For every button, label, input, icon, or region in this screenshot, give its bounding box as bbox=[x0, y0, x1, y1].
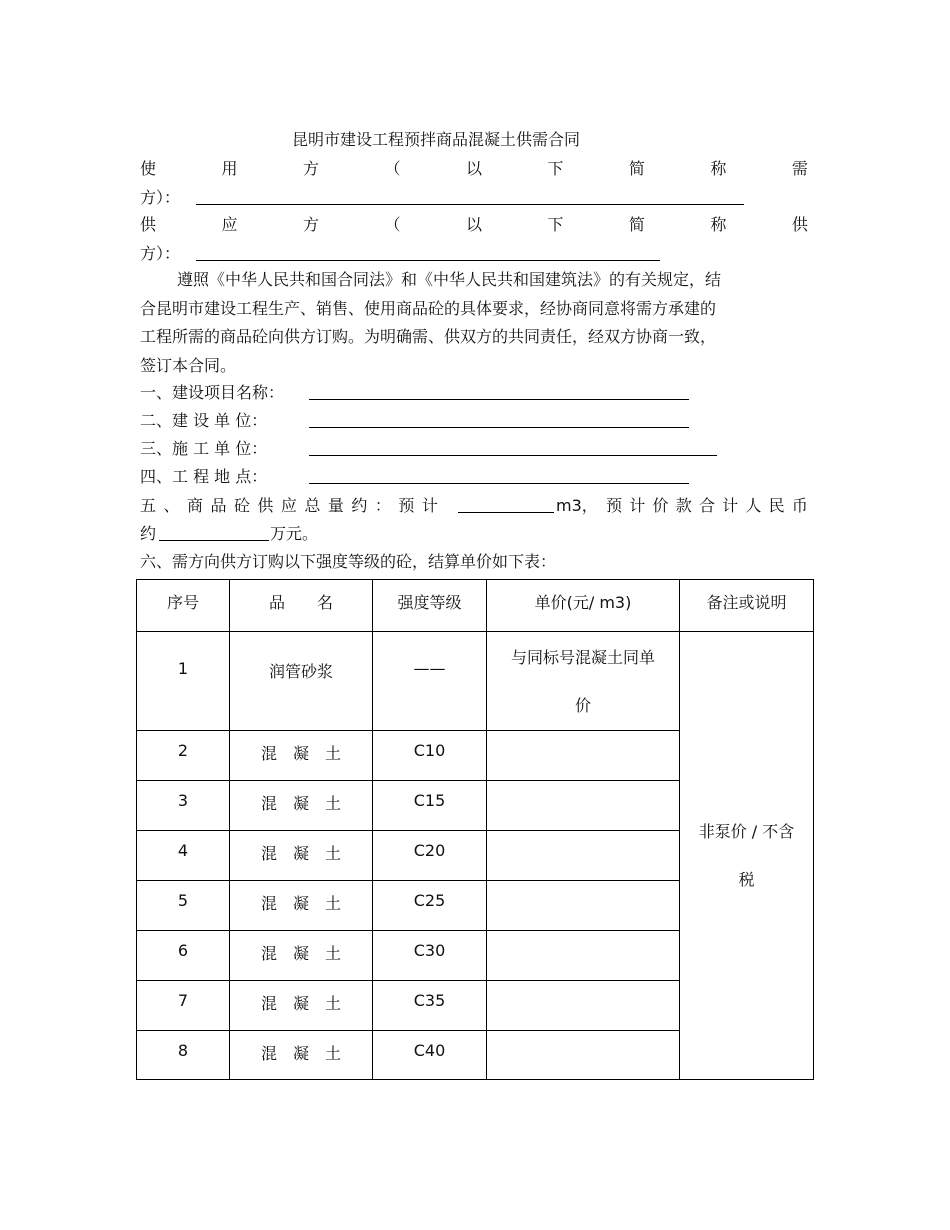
item5-label-char: 五 bbox=[140, 496, 157, 515]
item-construction-unit-label: 二、建 设 单 位： bbox=[140, 411, 268, 430]
row-price[interactable] bbox=[487, 781, 679, 791]
header-name: 品 名 bbox=[268, 593, 333, 612]
site-address-blank[interactable] bbox=[309, 483, 689, 484]
row-no: 1 bbox=[177, 659, 189, 678]
volume-unit: m3， bbox=[556, 496, 598, 515]
row-price[interactable] bbox=[487, 731, 679, 741]
row-no: 4 bbox=[177, 841, 189, 860]
supplier-label-row bbox=[140, 212, 808, 235]
supplier-label-char: 应 bbox=[221, 215, 238, 234]
supplier-label-char: 下 bbox=[547, 215, 564, 234]
construction-unit-blank[interactable] bbox=[309, 427, 689, 428]
buyer-blank-line[interactable] bbox=[196, 204, 744, 205]
item5-label-char: 应 bbox=[280, 496, 297, 515]
price-table bbox=[136, 579, 814, 1080]
row-no: 5 bbox=[177, 891, 189, 910]
row-name: 混 凝 土 bbox=[260, 1044, 341, 1063]
row-name: 混 凝 土 bbox=[260, 744, 341, 763]
buyer-label-char: 需 bbox=[791, 159, 808, 178]
row-no: 6 bbox=[177, 941, 189, 960]
buyer-label-row bbox=[140, 156, 808, 179]
supplier-label-char: 供 bbox=[140, 215, 157, 234]
buyer-label-tail: 方）： bbox=[140, 188, 181, 207]
row-grade: C30 bbox=[413, 941, 446, 960]
row-name: 混 凝 土 bbox=[260, 844, 341, 863]
table-header-row bbox=[137, 580, 814, 632]
supplier-label-char: 方 bbox=[302, 215, 319, 234]
row-price[interactable] bbox=[487, 881, 679, 891]
row-price[interactable] bbox=[487, 931, 679, 941]
row-name: 混 凝 土 bbox=[260, 794, 341, 813]
item-total-volume-label bbox=[140, 493, 438, 516]
buyer-label-char: 以 bbox=[465, 159, 482, 178]
row-price[interactable] bbox=[487, 831, 679, 841]
row-name: 混 凝 土 bbox=[260, 944, 341, 963]
row-price[interactable] bbox=[487, 981, 679, 991]
estimated-amount-label bbox=[606, 493, 808, 516]
project-name-blank[interactable] bbox=[309, 399, 689, 400]
item-contractor-label: 三、施 工 单 位： bbox=[140, 439, 268, 458]
header-note: 备注或说明 bbox=[706, 593, 787, 612]
row-price[interactable] bbox=[487, 1031, 679, 1041]
buyer-label-char: 称 bbox=[710, 159, 727, 178]
item5-label-char: 供 bbox=[257, 496, 274, 515]
row-grade: C25 bbox=[413, 891, 446, 910]
item5-tail-char: 民 bbox=[768, 496, 785, 515]
row-grade: C10 bbox=[413, 741, 446, 760]
remarks-cell: 非泵价 / 不含税 bbox=[698, 821, 795, 889]
header-no: 序号 bbox=[166, 593, 199, 612]
item5-tail-char: 计 bbox=[722, 496, 739, 515]
row-name: 混 凝 土 bbox=[260, 894, 341, 913]
contractor-blank[interactable] bbox=[309, 455, 717, 456]
supplier-label-char: 称 bbox=[710, 215, 727, 234]
row-no: 3 bbox=[177, 791, 189, 810]
intro-line-1: 遵照《中华人民共和国合同法》和《中华人民共和国建筑法》的有关规定，结 bbox=[177, 270, 722, 289]
header-grade: 强度等级 bbox=[397, 593, 462, 612]
row-grade: C40 bbox=[413, 1041, 446, 1060]
row-name: 润管砂浆 bbox=[268, 661, 333, 681]
buyer-label-char: 方 bbox=[302, 159, 319, 178]
buyer-label-char: 简 bbox=[628, 159, 645, 178]
supplier-label-tail: 方）： bbox=[140, 244, 181, 263]
supplier-label-char: 简 bbox=[628, 215, 645, 234]
intro-line-4: 签订本合同。 bbox=[140, 355, 237, 375]
row-grade: C15 bbox=[413, 791, 446, 810]
item5-tail-char: 预 bbox=[606, 496, 623, 515]
item-order-grades: 六、需方向供方订购以下强度等级的砼，结算单价如下表： bbox=[140, 552, 557, 571]
row-grade: —— bbox=[413, 659, 446, 678]
table-row bbox=[137, 632, 814, 731]
supplier-blank-line[interactable] bbox=[196, 260, 660, 261]
buyer-label-char: （ bbox=[384, 159, 401, 178]
row-no: 8 bbox=[177, 1041, 189, 1060]
item5-tail-char: 合 bbox=[698, 496, 715, 515]
row-grade: C35 bbox=[413, 991, 446, 1010]
item5-tail-char: 价 bbox=[652, 496, 669, 515]
supplier-label-char: 以 bbox=[465, 215, 482, 234]
intro-line-3: 工程所需的商品砼向供方订购。为明确需、供双方的共同责任，经双方协商一致， bbox=[140, 327, 717, 346]
buyer-label-char: 用 bbox=[221, 159, 238, 178]
row-no: 2 bbox=[177, 741, 189, 760]
row-price[interactable]: 与同标号混凝土同单价 bbox=[510, 648, 655, 715]
intro-paragraph bbox=[140, 266, 780, 380]
row-no: 7 bbox=[177, 991, 189, 1010]
item5-label-char: 商 bbox=[186, 496, 203, 515]
intro-line-2: 合昆明市建设工程生产、销售、使用商品砼的具体要求，经协商同意将需方承建的 bbox=[140, 298, 717, 318]
total-amount-blank[interactable] bbox=[159, 540, 269, 541]
row-grade: C20 bbox=[413, 841, 446, 860]
document-title: 昆明市建设工程预拌商品混凝土供需合同 bbox=[292, 130, 581, 149]
item-project-name-label: 一、建设项目名称： bbox=[140, 383, 285, 402]
item5-label-char: 预 bbox=[398, 496, 415, 515]
row-name: 混 凝 土 bbox=[260, 994, 341, 1013]
item5-label-char: 约 bbox=[351, 496, 368, 515]
item5-tail-char: 币 bbox=[791, 496, 808, 515]
amount-prefix: 约 bbox=[140, 524, 157, 543]
item5-label-char: 砼 bbox=[233, 496, 250, 515]
supplier-label-char: 供 bbox=[791, 215, 808, 234]
amount-suffix: 万元。 bbox=[270, 524, 319, 543]
item5-label-char: ： bbox=[374, 496, 391, 515]
item5-tail-char: 计 bbox=[629, 496, 646, 515]
buyer-label-char: 使 bbox=[140, 159, 157, 178]
buyer-label-char: 下 bbox=[547, 159, 564, 178]
header-price: 单价(元/ m3) bbox=[534, 593, 632, 612]
item5-label-char: 品 bbox=[210, 496, 227, 515]
item-site-address-label: 四、工 程 地 点： bbox=[140, 467, 268, 486]
total-volume-blank[interactable] bbox=[458, 512, 554, 513]
item5-label-char: 、 bbox=[163, 496, 180, 515]
supplier-label-char: （ bbox=[384, 215, 401, 234]
item5-label-char: 计 bbox=[421, 496, 438, 515]
item5-label-char: 总 bbox=[304, 496, 321, 515]
item5-tail-char: 人 bbox=[745, 496, 762, 515]
item5-tail-char: 款 bbox=[675, 496, 692, 515]
item5-label-char: 量 bbox=[327, 496, 344, 515]
